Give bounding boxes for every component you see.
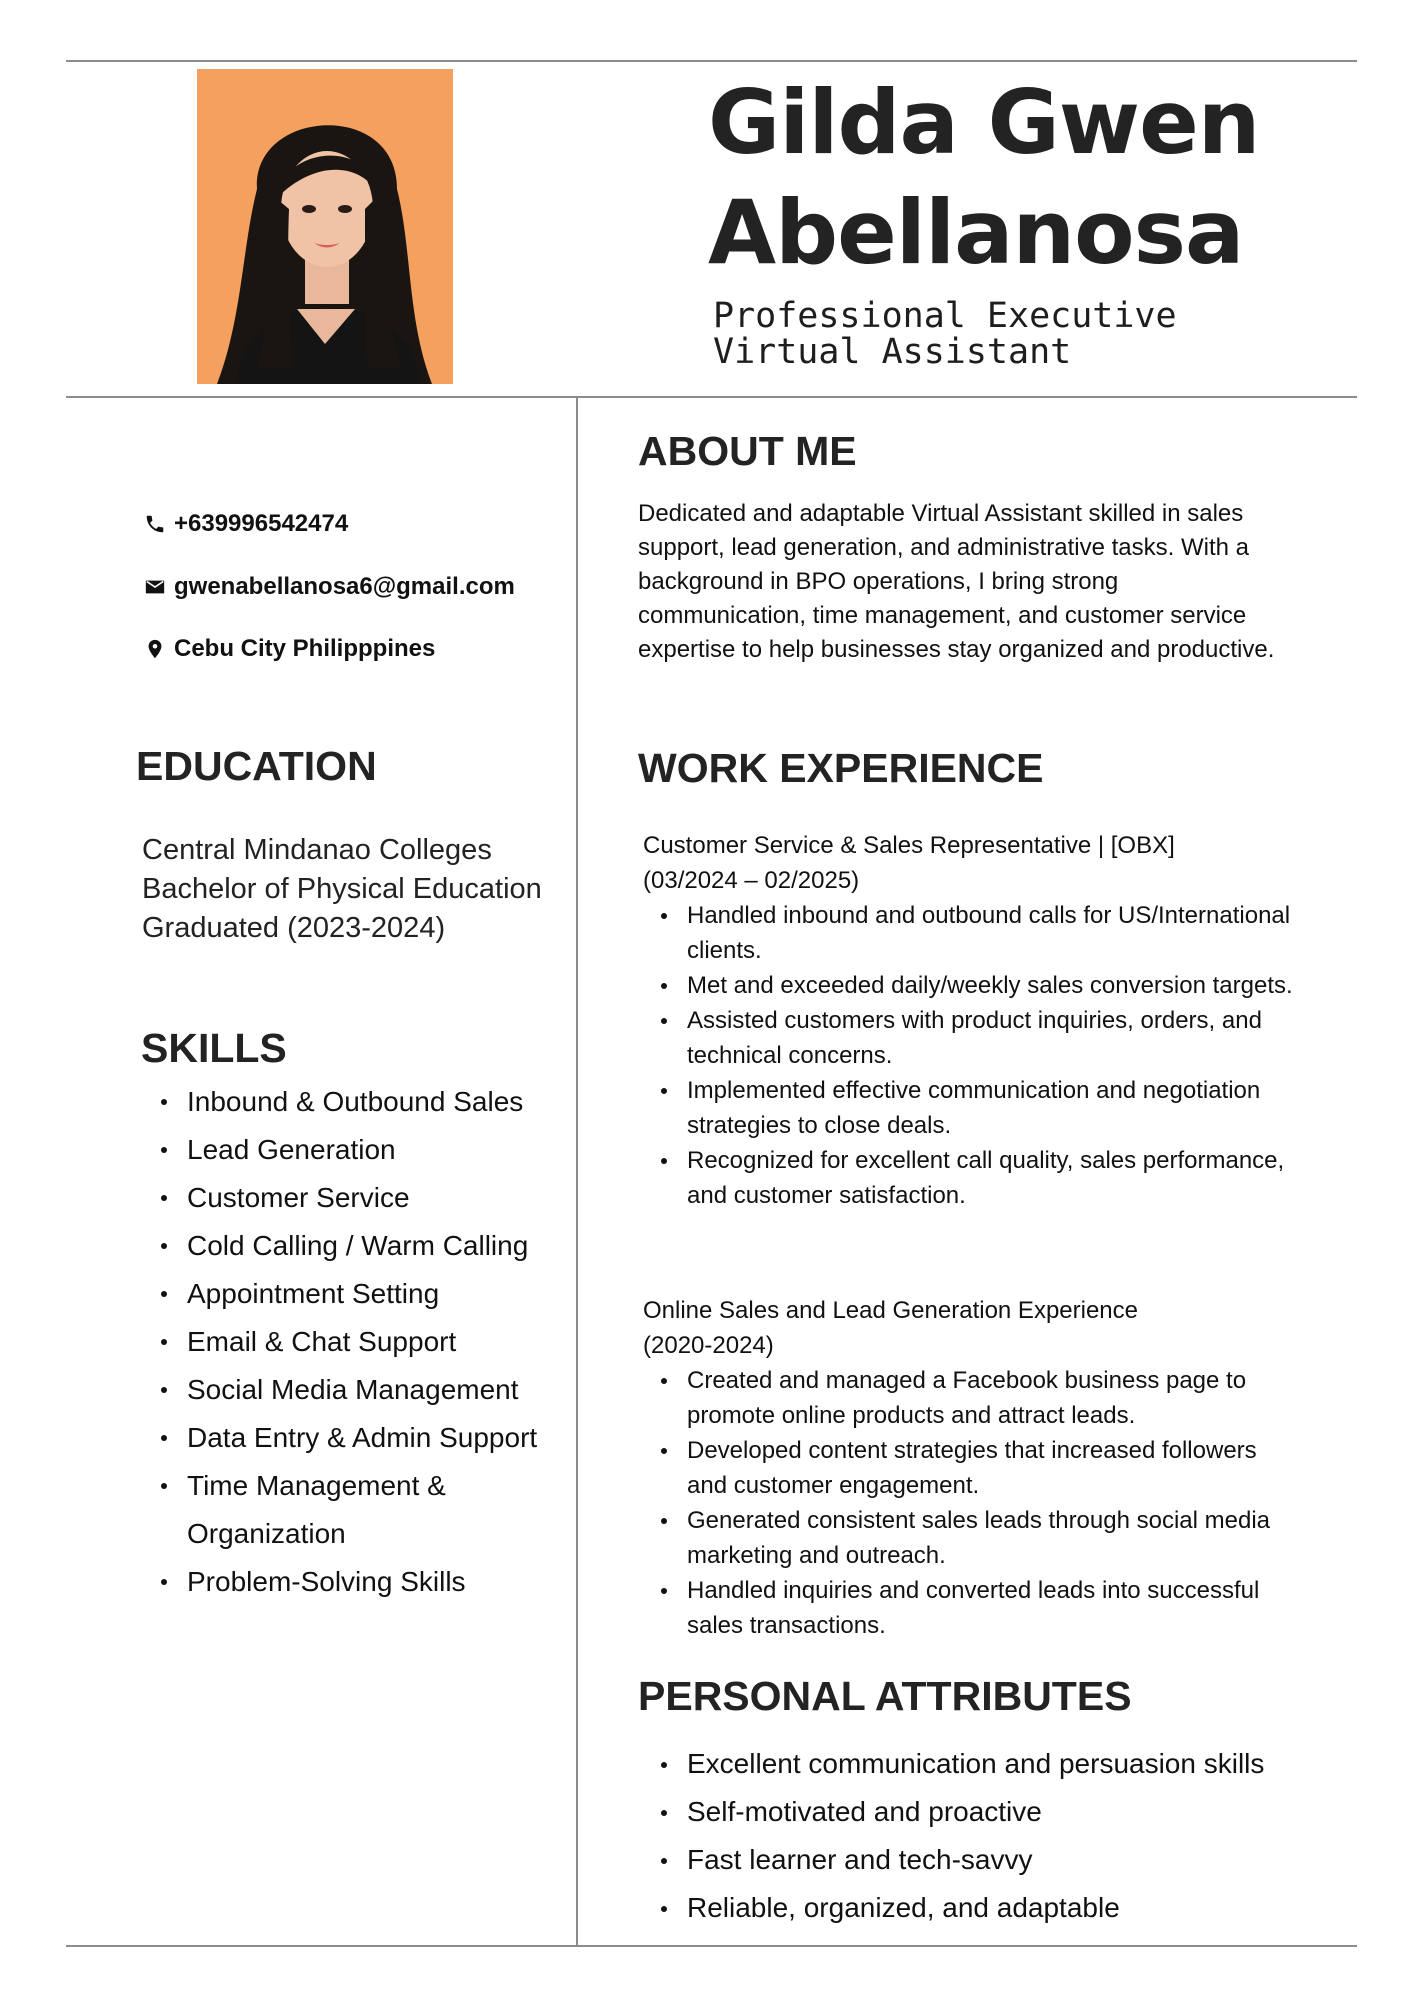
phone-number: +639996542474 [174, 510, 349, 537]
list-item: Social Media Management [187, 1366, 577, 1414]
header-divider [66, 396, 1357, 398]
list-item: Inbound & Outbound Sales [187, 1078, 577, 1126]
portrait-illustration [197, 69, 453, 384]
bottom-divider [66, 1945, 1357, 1947]
list-item: Handled inbound and outbound calls for US/International clients. [687, 898, 1293, 968]
skills-heading: SKILLS [141, 1025, 287, 1071]
location-pin-icon [144, 638, 166, 660]
list-item: Met and exceeded daily/weekly sales conversion targets. [687, 968, 1293, 1003]
skills-list [187, 1078, 577, 1606]
education-block [142, 831, 562, 948]
about-text: Dedicated and adaptable Virtual Assistant skilled in sales support, lead generation, and administrative tasks. With a background in BPO operations, I bring strong communication, time management, and customer service expertise to help businesses stay organized and productive. [638, 500, 1275, 663]
education-degree: Bachelor of Physical Education [142, 873, 542, 905]
job-role: Customer Service & Sales Representative | [OBX] [643, 832, 1175, 859]
job-entry-1 [643, 828, 1293, 1213]
education-graduated: Graduated (2023-2024) [142, 912, 446, 944]
job-bullets [687, 898, 1293, 1213]
education-school: Central Mindanao Colleges [142, 834, 492, 866]
contact-phone[interactable] [144, 510, 348, 538]
attributes-heading: PERSONAL ATTRIBUTES [638, 1673, 1132, 1719]
list-item: Handled inquiries and converted leads into successful sales transactions. [687, 1573, 1293, 1643]
list-item: Implemented effective communication and negotiation strategies to close deals. [687, 1073, 1293, 1143]
full-name: Gilda Gwen Abellanosa [708, 71, 1260, 284]
list-item: Problem-Solving Skills [187, 1558, 577, 1606]
list-item: Created and managed a Facebook business page to promote online products and attract leads. [687, 1363, 1293, 1433]
list-item: Self-motivated and proactive [687, 1788, 1327, 1836]
contact-location [144, 635, 435, 663]
list-item: Generated consistent sales leads through social media marketing and outreach. [687, 1503, 1293, 1573]
attributes-list [687, 1740, 1327, 1932]
job-dates: (03/2024 – 02/2025) [643, 867, 860, 894]
profile-photo [197, 69, 453, 384]
list-item: Excellent communication and persuasion skills [687, 1740, 1327, 1788]
list-item: Email & Chat Support [187, 1318, 577, 1366]
job-entry-2 [643, 1293, 1293, 1643]
list-item: Assisted customers with product inquiries, orders, and technical concerns. [687, 1003, 1293, 1073]
list-item: Lead Generation [187, 1126, 577, 1174]
list-item: Recognized for excellent call quality, sales performance, and customer satisfaction. [687, 1143, 1293, 1213]
email-address: gwenabellanosa6@gmail.com [174, 573, 515, 600]
list-item: Appointment Setting [187, 1270, 577, 1318]
work-heading: WORK EXPERIENCE [638, 745, 1044, 791]
phone-icon [144, 513, 166, 535]
list-item: Reliable, organized, and adaptable [687, 1884, 1327, 1932]
job-bullets [687, 1363, 1293, 1643]
list-item: Cold Calling / Warm Calling [187, 1222, 577, 1270]
job-role: Online Sales and Lead Generation Experience [643, 1297, 1138, 1324]
list-item: Time Management & Organization [187, 1462, 577, 1558]
education-heading: EDUCATION [136, 743, 377, 789]
top-divider [66, 60, 1357, 62]
location-text: Cebu City Philipppines [174, 635, 436, 662]
list-item: Data Entry & Admin Support [187, 1414, 577, 1462]
job-title: Professional Executive Virtual Assistant [713, 296, 1177, 372]
list-item: Developed content strategies that increased followers and customer engagement. [687, 1433, 1293, 1503]
list-item: Customer Service [187, 1174, 577, 1222]
list-item: Fast learner and tech-savvy [687, 1836, 1327, 1884]
job-dates: (2020-2024) [643, 1332, 774, 1359]
mail-icon [144, 576, 166, 598]
about-heading: ABOUT ME [638, 428, 857, 474]
contact-email[interactable] [144, 573, 515, 601]
